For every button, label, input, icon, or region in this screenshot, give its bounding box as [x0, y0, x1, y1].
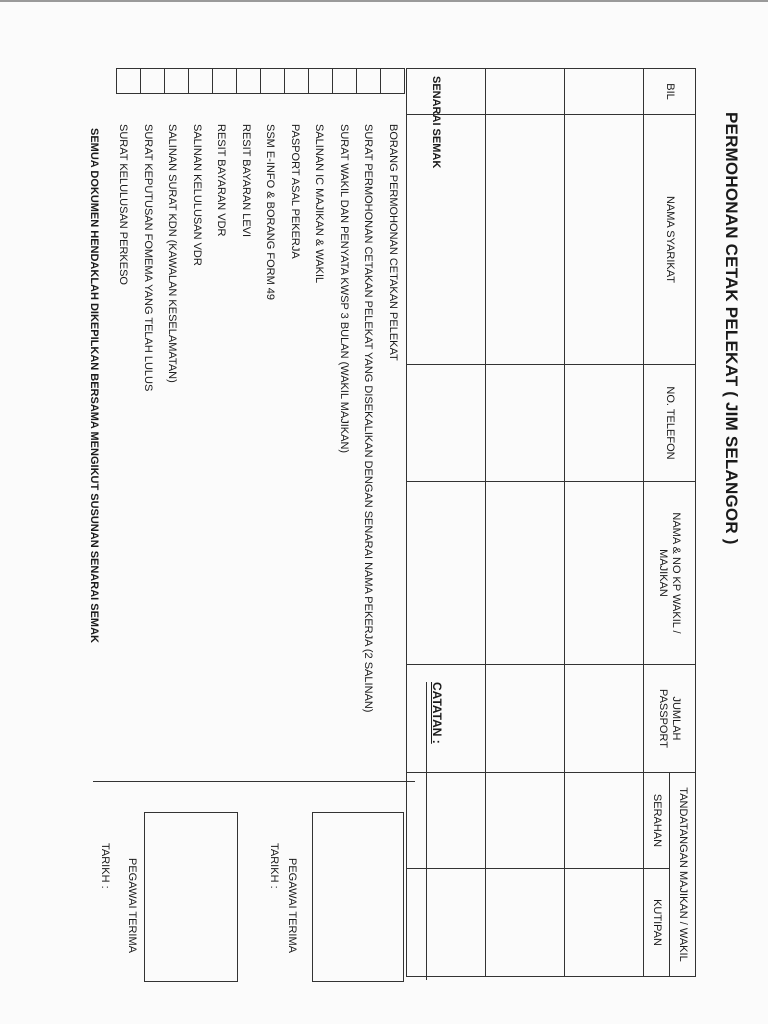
applicant-table	[406, 68, 696, 977]
signature-box[interactable]	[312, 812, 404, 982]
checkbox[interactable]	[117, 69, 141, 94]
tarikh-label: TARIKH :	[268, 843, 280, 889]
checkbox[interactable]	[309, 69, 333, 94]
checklist-item: SURAT PERMOHONAN CETAKAN PELEKAT YANG DISEKALIKAN DENGAN SENARAI NAMA PEKERJA (2 SALINAN)	[362, 124, 375, 713]
cell-serahan[interactable]	[486, 773, 565, 869]
checkbox[interactable]	[261, 69, 285, 94]
footer-note: SEMUA DOKUMEN HENDAKLAH DIKEPILKAN BERSAMA MENGIKUT SUSUNAN SENARAI SEMAK	[88, 128, 100, 643]
checklist-item: BORANG PERMOHONAN CETAKAN PELEKAT	[387, 124, 399, 361]
cell-jumlah-passport[interactable]	[407, 665, 486, 773]
checklist-item: SALINAN KELULUSAN VDR	[191, 124, 203, 266]
checklist-item: SURAT WAKIL DAN PENYATA KWSP 3 BULAN (WAKIL MAJIKAN)	[338, 124, 350, 454]
checkbox[interactable]	[213, 69, 237, 94]
col-nama-kp-header: NAMA & NO KP WAKIL / MAJIKAN	[644, 482, 696, 665]
checklist-item: RESIT BAYARAN LEVI	[240, 124, 252, 238]
checkbox[interactable]	[333, 69, 357, 94]
cell-nama-kp[interactable]	[407, 482, 486, 665]
catatan-label: CATATAN :	[430, 682, 444, 744]
cell-no-telefon[interactable]	[565, 365, 644, 482]
checklist-item: RESIT BAYARAN VDR	[215, 124, 228, 237]
cell-no-telefon[interactable]	[486, 365, 565, 482]
checkbox[interactable]	[189, 69, 213, 94]
cell-nama-syarikat[interactable]	[407, 115, 486, 365]
divider-line	[93, 781, 415, 782]
cell-bil[interactable]	[565, 69, 644, 115]
signature-box[interactable]	[144, 812, 238, 982]
checkbox[interactable]	[381, 69, 405, 94]
cell-kutipan[interactable]	[407, 869, 486, 977]
col-bil-header: BIL	[644, 69, 696, 115]
cell-nama-syarikat[interactable]	[486, 115, 565, 365]
cell-nama-syarikat[interactable]	[565, 115, 644, 365]
checklist-boxes	[116, 68, 405, 94]
checklist-item: SURAT KELULUSAN PERKESO	[117, 124, 130, 285]
cell-bil[interactable]	[486, 69, 565, 115]
col-kutipan-header: KUTIPAN	[644, 869, 670, 977]
pegawai-terima-label: PEGAWAI TERIMA	[286, 858, 298, 953]
form-title: PERMOHONAN CETAK PELEKAT ( JIM SELANGOR )	[722, 112, 741, 545]
table-row	[565, 69, 644, 977]
pegawai-terima-label: PEGAWAI TERIMA	[126, 858, 138, 953]
catatan-line[interactable]	[426, 682, 427, 980]
checklist-item: SALINAN SURAT KDN (KAWALAN KESELAMATAN)	[166, 124, 179, 383]
cell-nama-kp[interactable]	[486, 482, 565, 665]
col-nama-syarikat-header: NAMA SYARIKAT	[644, 115, 696, 365]
cell-jumlah-passport[interactable]	[486, 665, 565, 773]
cell-nama-kp[interactable]	[565, 482, 644, 665]
col-no-telefon-header: NO. TELEFON	[644, 365, 696, 482]
table-row	[486, 69, 565, 977]
cell-serahan[interactable]	[565, 773, 644, 869]
checklist-item: SALINAN IC MAJIKAN & WAKIL	[313, 124, 326, 284]
tarikh-label: TARIKH :	[99, 843, 111, 889]
cell-bil[interactable]	[407, 69, 486, 115]
cell-kutipan[interactable]	[486, 869, 565, 977]
checklist-item: SSM E-INFO & BORANG FORM 49	[264, 124, 277, 301]
col-tandatangan-header: TANDATANGAN MAJIKAN / WAKIL	[670, 773, 696, 977]
cell-no-telefon[interactable]	[407, 365, 486, 482]
checkbox[interactable]	[357, 69, 381, 94]
checkbox[interactable]	[165, 69, 189, 94]
col-jumlah-passport-header: JUMLAH PASSPORT	[644, 665, 696, 773]
senarai-semak-label: SENARAI SEMAK	[430, 76, 442, 169]
cell-serahan[interactable]	[407, 773, 486, 869]
checkbox[interactable]	[237, 69, 261, 94]
checklist-item: SURAT KEPUTUSAN FOMEMA YANG TELAH LULUS	[142, 124, 154, 392]
cell-jumlah-passport[interactable]	[565, 665, 644, 773]
checklist-items	[111, 124, 405, 712]
cell-kutipan[interactable]	[565, 869, 644, 977]
checklist-item: PASPORT ASAL PEKERJA	[289, 124, 301, 259]
checkbox[interactable]	[141, 69, 165, 94]
checkbox[interactable]	[285, 69, 309, 94]
table-row	[407, 69, 486, 977]
col-serahan-header: SERAHAN	[644, 773, 670, 869]
